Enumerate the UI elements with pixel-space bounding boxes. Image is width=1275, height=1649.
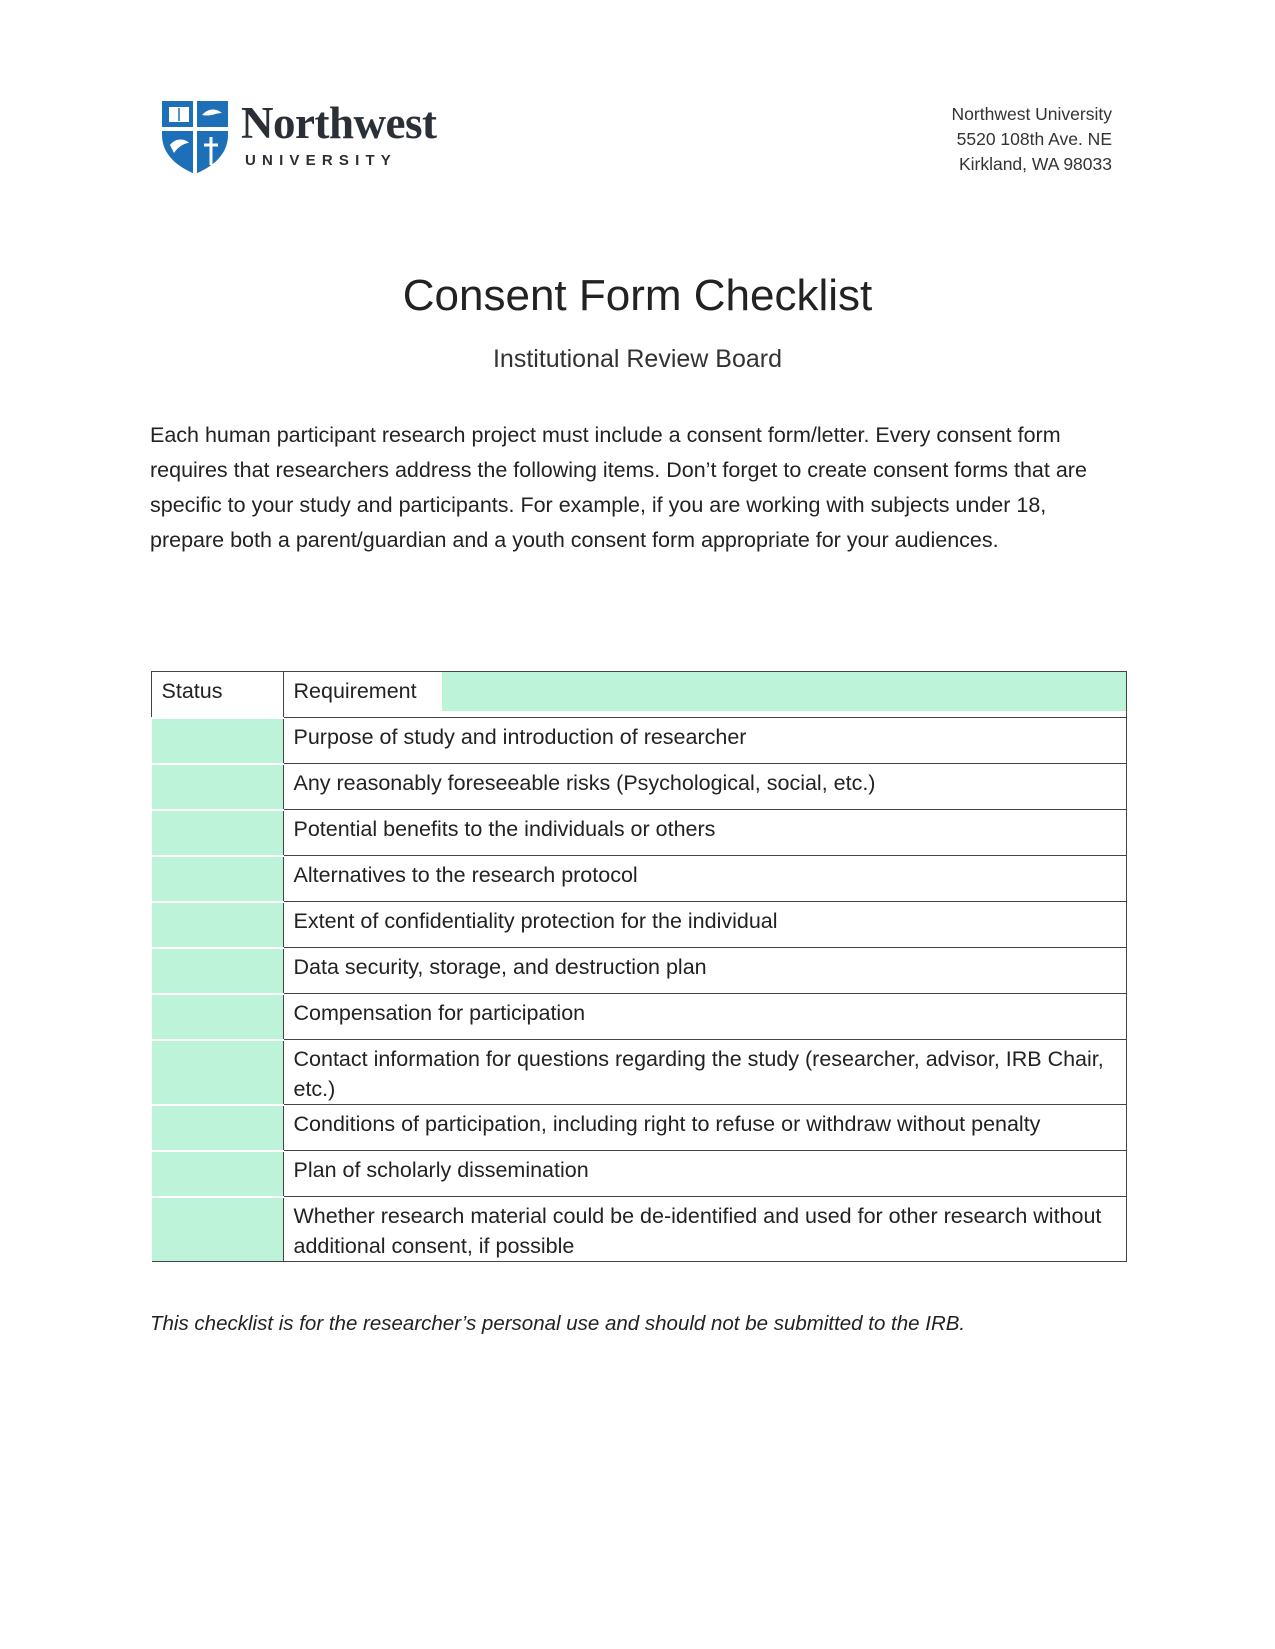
status-field[interactable] (151, 856, 283, 902)
intro-paragraph: Each human participant research project must include a consent form/letter. Every consent form requires that researchers address the following items. Don’t forget to create consent forms that are specific to your study and participants. For example, if you are working with subjects under 18, prepare both a parent/guardian and a youth consent form appropriate for your audiences. (150, 423, 1087, 552)
table-header-row (151, 672, 1127, 718)
page-subtitle: Institutional Review Board (492, 345, 783, 373)
status-field[interactable] (151, 1197, 283, 1262)
table-row (151, 718, 1127, 764)
requirement-header-field[interactable] (442, 672, 1127, 711)
requirement-cell: Extent of confidentiality protection for the individual (283, 902, 1127, 948)
requirement-column-header (283, 672, 1127, 718)
status-field[interactable] (151, 1151, 283, 1197)
status-field[interactable] (151, 994, 283, 1040)
table-row (151, 994, 1127, 1040)
footer-note: This checklist is for the researcher’s personal use and should not be submitted to the IRB. (150, 1312, 966, 1335)
requirement-cell: Conditions of participation, including right to refuse or withdraw without penalty (283, 1105, 1127, 1151)
table-row (151, 810, 1127, 856)
table-row (151, 948, 1127, 994)
requirement-cell: Whether research material could be de-identified and used for other research without additional consent, if possible (283, 1197, 1127, 1262)
table-row (151, 1105, 1127, 1151)
address-block (952, 102, 1112, 177)
address-line-1: Northwest University (951, 104, 1112, 124)
table-row (151, 764, 1127, 810)
page-title: Consent Form Checklist (402, 271, 873, 320)
requirement-cell: Contact information for questions regarding the study (researcher, advisor, IRB Chair, etc.) (283, 1040, 1127, 1105)
status-field[interactable] (151, 810, 283, 856)
requirement-cell: Purpose of study and introduction of researcher (283, 718, 1127, 764)
table-row (151, 1151, 1127, 1197)
requirement-header-label: Requirement (293, 679, 417, 703)
requirement-cell: Data security, storage, and destruction plan (283, 948, 1127, 994)
table-row (151, 1197, 1127, 1262)
university-logo (160, 99, 470, 179)
logo-subtitle: UNIVERSITY (245, 152, 398, 169)
status-column-header: Status (151, 672, 283, 718)
logo-wordmark: Northwest (241, 98, 437, 148)
table-row (151, 902, 1127, 948)
address-line-2: 5520 108th Ave. NE (956, 129, 1112, 149)
checklist-table (150, 671, 1127, 1262)
requirement-cell: Plan of scholarly dissemination (283, 1151, 1127, 1197)
status-field[interactable] (151, 902, 283, 948)
table-row (151, 856, 1127, 902)
requirement-cell: Potential benefits to the individuals or others (283, 810, 1127, 856)
address-line-3: Kirkland, WA 98033 (958, 154, 1112, 174)
status-field[interactable] (151, 1040, 283, 1105)
shield-icon (160, 99, 230, 175)
requirement-cell: Any reasonably foreseeable risks (Psychological, social, etc.) (283, 764, 1127, 810)
status-field[interactable] (151, 948, 283, 994)
requirement-cell: Compensation for participation (283, 994, 1127, 1040)
status-field[interactable] (151, 764, 283, 810)
table-row (151, 1040, 1127, 1105)
status-field[interactable] (151, 718, 283, 764)
status-field[interactable] (151, 1105, 283, 1151)
requirement-cell: Alternatives to the research protocol (283, 856, 1127, 902)
